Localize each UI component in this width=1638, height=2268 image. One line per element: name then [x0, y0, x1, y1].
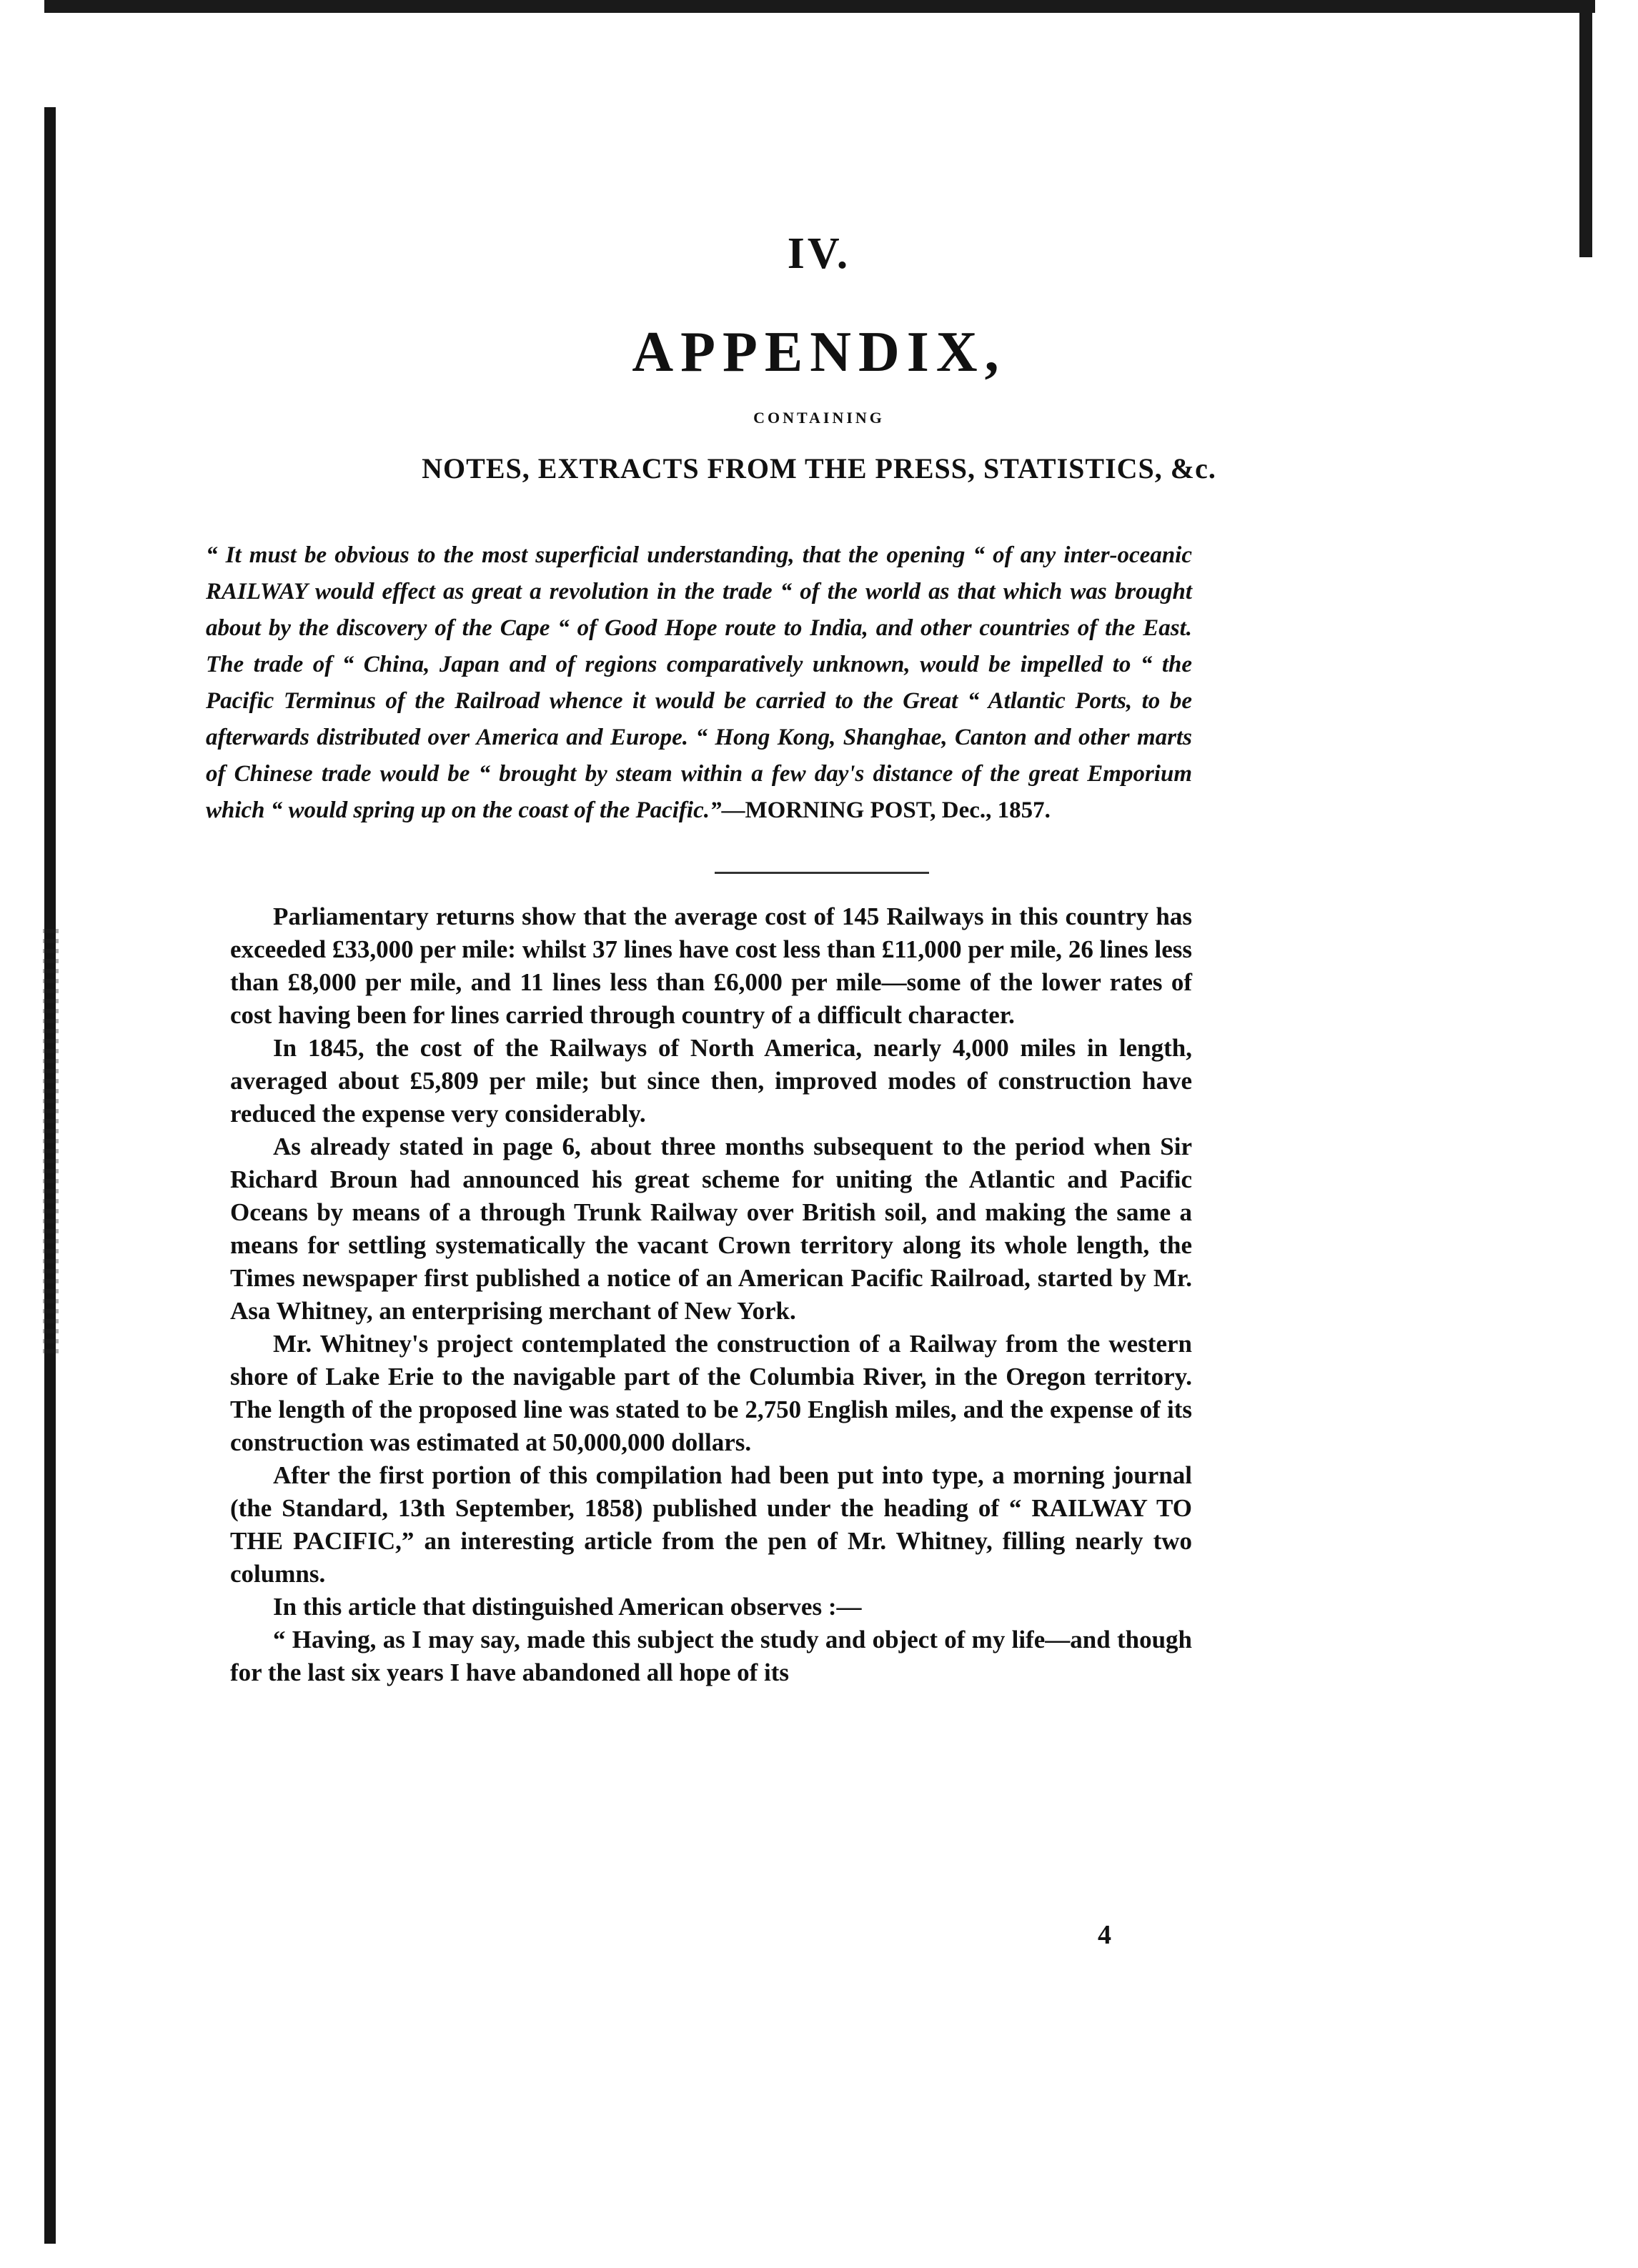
section-divider	[715, 872, 929, 874]
page-title: APPENDIX,	[632, 321, 1006, 384]
section-number: IV.	[787, 229, 851, 278]
epigraph	[206, 537, 1192, 829]
paragraph-1: Parliamentary returns show that the average cost of 145 Railways in this country has exceeded £33,000 per mile: whilst 37 lines have cost less than £11,000 per mile, 26 lines less than £8,000 per mile, and 11 lines less than £6,000 per mile—some of the lower rates of cost having been for lines carried through country of a difficult character.	[230, 902, 1192, 1029]
paragraph-2: In 1845, the cost of the Railways of North America, nearly 4,000 miles in length, averaged about £5,809 per mile; but since then, improved modes of construction have reduced the expense very considerably.	[230, 1034, 1192, 1128]
paragraph-4: Mr. Whitney's project contemplated the construction of a Railway from the western shore of Lake Erie to the navigable part of the Columbia River, in the Oregon territory. The length of the proposed line was stated to be 2,750 English miles, and the expense of its construction was estimated at 50,000,000 dollars.	[230, 1330, 1192, 1456]
epigraph-source: —MORNING POST, Dec., 1857.	[721, 797, 1051, 823]
paragraph-5: After the first portion of this compilation had been put into type, a morning journal (the Standard, 13th September, 1858) published under the heading of “ RAILWAY TO THE PACIFIC,” an interesting article from the pen of Mr. Whitney, filling nearly two columns.	[230, 1461, 1192, 1588]
paragraph-7: “ Having, as I may say, made this subject the study and object of my life—and though for the last six years I have abandoned all hope of its	[230, 1626, 1192, 1686]
paragraph-6: In this article that distinguished American observes :—	[273, 1593, 862, 1621]
scan-border-top	[44, 0, 1595, 13]
scan-border-right	[1579, 0, 1592, 257]
epigraph-text: “ It must be obvious to the most superficial understanding, that the opening “ of any inter-oceanic RAILWAY would effect as great a revolution in the trade “ of the world as that which was brought about by the discovery of the Cape “ of Good Hope route to India, and other countries of the East. The trade of “ China, Japan and of regions comparatively unknown, would be impelled to “ the Pacific Terminus of the Railroad whence it would be carried to the Great “ Atlantic Ports, to be afterwards distributed over America and Europe. “ Hong Kong, Shanghae, Canton and other marts of Chinese trade would be “ brought by steam within a few day's distance of the great Emporium which “ would spring up on the coast of the Pacific.”	[206, 542, 1192, 823]
containing-label: CONTAINING	[753, 409, 885, 427]
catchword: 4	[1098, 1920, 1111, 1950]
scan-edge-noise	[43, 929, 59, 1358]
page-subtitle: NOTES, EXTRACTS FROM THE PRESS, STATISTICS, &c.	[422, 452, 1216, 484]
body-text	[230, 900, 1192, 1689]
paragraph-3: As already stated in page 6, about three months subsequent to the period when Sir Richard Broun had announced his great scheme for uniting the Atlantic and Pacific Oceans by means of a through Trunk Railway over British soil, and making the same a means for settling systematically the vacant Crown territory along its whole length, the Times newspaper first published a notice of an American Pacific Railroad, started by Mr. Asa Whitney, an enterprising merchant of New York.	[230, 1133, 1192, 1325]
